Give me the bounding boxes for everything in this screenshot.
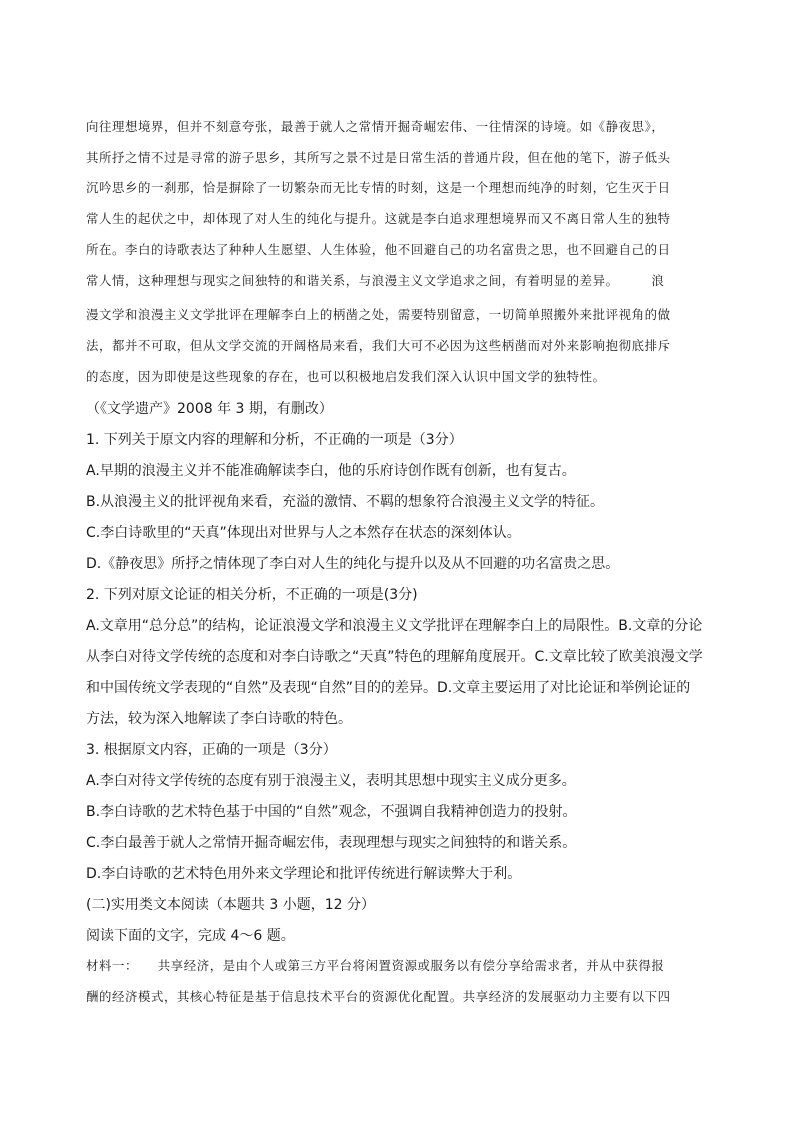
passage-line: 法，都并不可取，但从文学交流的开阔格局来看，我们大可不必因为这些柄凿而对外来影响抱彻底排斥 bbox=[86, 338, 671, 353]
question-1-option-b: B.从浪漫主义的批评视角来看，充溢的激情、不羁的想象符合浪漫主义文学的特征。 bbox=[86, 494, 605, 510]
passage-line: 沉吟思乡的一刹那，恰是摒除了一切繁杂而无比专情的时刻，这是一个理想而纯净的时刻，它生灭于日 bbox=[86, 180, 671, 195]
question-3-option-b: B.李白诗歌的艺术特色基于中国的“自然”观念，不强调自我精神创造力的投射。 bbox=[86, 804, 577, 820]
section-2-instruction: 阅读下面的文字，完成 4～6 题。 bbox=[86, 928, 295, 944]
question-3-option-d: D.李白诗歌的艺术特色用外来文学理论和批评传统进行解读弊大于利。 bbox=[86, 866, 522, 882]
question-1-option-a: A.早期的浪漫主义并不能准确解读李白，他的乐府诗创作既有创新，也有复古。 bbox=[86, 463, 576, 479]
question-1-option-d: D.《静夜思》所抒之情体现了李白对人生的纯化与提升以及从不回避的功名富贵之思。 bbox=[86, 556, 620, 572]
section-2-title: (二)实用类文本阅读（本题共 3 小题，12 分） bbox=[86, 897, 375, 913]
question-2-line: 方法，较为深入地解读了李白诗歌的特色。 bbox=[86, 711, 352, 727]
passage-line: 的态度，因为即使是这些现象的存在，也可以积极地启发我们深入认识中国文学的独特性。 bbox=[86, 369, 606, 384]
question-2-line: A.文章用“总分总”的结构，论证浪漫文学和浪漫主义文学批评在理解李白上的局限性。B.文章的分论 bbox=[86, 618, 703, 634]
question-2-line: 从李白对待文学传统的态度和对李白诗歌之“天真”特色的理解角度展开。C.文章比较了欧美浪漫文学 bbox=[86, 649, 703, 665]
passage-line: 向往理想境界，但并不刻意夸张，最善于就人之常情开掘奇崛宏伟、一往情深的诗境。如《静夜思》， bbox=[86, 119, 665, 134]
question-3-stem: 3. 根据原文内容，正确的一项是（3分） bbox=[86, 742, 337, 758]
source-note: （《文学遗产》2008 年 3 期，有删改） bbox=[86, 401, 333, 417]
passage-line: 漫文学和浪漫主义文学批评在理解李白上的柄凿之处，需要特别留意，一切简单照搬外来批评视角的做 bbox=[86, 307, 671, 322]
passage-line: 所在。李白的诗歌表达了种种人生愿望、人生体验，他不回避自己的功名富贵之思，也不回避自己的日 bbox=[86, 242, 671, 257]
question-3-option-c: C.李白最善于就人之常情开掘奇崛宏伟，表现理想与现实之间独特的和谐关系。 bbox=[86, 835, 577, 851]
question-1-stem: 1. 下列关于原文内容的理解和分析，不正确的一项是（3分） bbox=[86, 432, 463, 448]
material-1-line: 酬的经济模式，其核心特征是基于信息技术平台的资源优化配置。共享经济的发展驱动力主要有以下四 bbox=[86, 989, 671, 1004]
question-2-line: 和中国传统文学表现的“自然”及表现“自然”目的的差异。D.文章主要运用了对比论证和举例论证的 bbox=[86, 680, 691, 696]
material-1-line: 材料一： 共享经济，是由个人或第三方平台将闲置资源或服务以有偿分享给需求者，并从中获得报 bbox=[86, 958, 665, 973]
question-2-stem: 2. 下列对原文论证的相关分析，不正确的一项是(3分) bbox=[86, 587, 418, 603]
passage-line: 常人情，这种理想与现实之间独特的和谐关系，与浪漫主义文学追求之间，有着明显的差异。 浪 bbox=[86, 273, 665, 288]
passage-line: 其所抒之情不过是寻常的游子思乡，其所写之景不过是日常生活的普通片段，但在他的笔下，游子低头 bbox=[86, 150, 671, 165]
passage-line: 常人生的起伏之中，却体现了对人生的纯化与提升。这就是李白追求理想境界而又不离日常人生的独特 bbox=[86, 211, 671, 226]
question-3-option-a: A.李白对待文学传统的态度有别于浪漫主义，表明其思想中现实主义成分更多。 bbox=[86, 773, 576, 789]
question-1-option-c: C.李白诗歌里的“天真”体现出对世界与人之本然存在状态的深刻体认。 bbox=[86, 525, 521, 541]
